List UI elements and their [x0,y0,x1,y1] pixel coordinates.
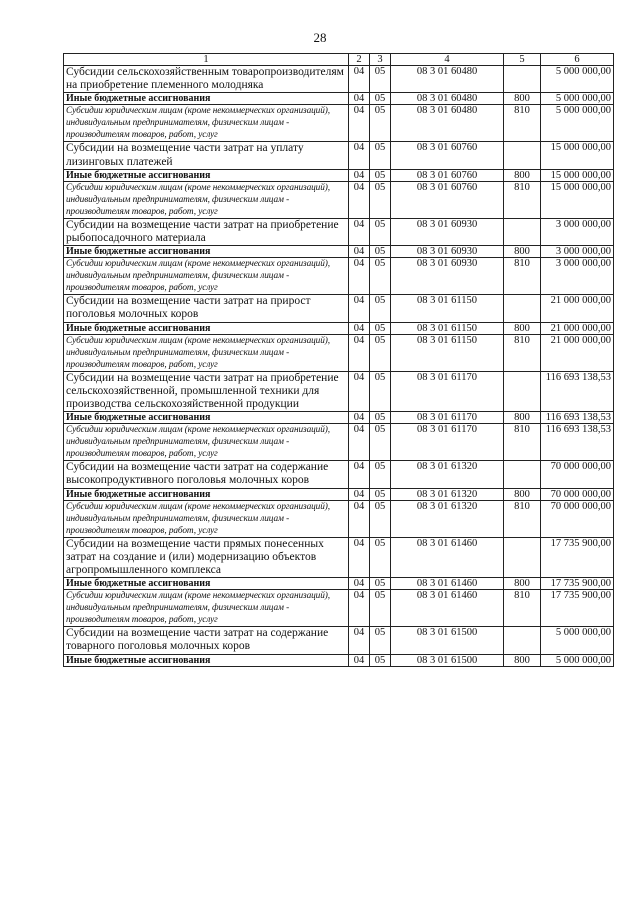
subsection-code: 05 [370,66,391,93]
subsection-code: 05 [370,295,391,322]
column-header: 6 [541,54,614,66]
subsection-code: 05 [370,322,391,334]
row-name: Субсидии юридическим лицам (кроме некоммерческих организаций), индивидуальным предпринимателям, физическим лицам - производителям товаров, работ, услуг [64,181,349,218]
row-name: Субсидии сельскохозяйственным товаропроизводителям на приобретение племенного молодняка [64,66,349,93]
subsection-code: 05 [370,181,391,218]
amount: 116 693 138,53 [541,424,614,461]
amount: 70 000 000,00 [541,461,614,488]
subsection-code: 05 [370,334,391,371]
table-row [64,334,614,371]
table-row [64,169,614,181]
amount: 15 000 000,00 [541,169,614,181]
amount: 15 000 000,00 [541,181,614,218]
section-code: 04 [349,424,370,461]
row-name: Иные бюджетные ассигнования [64,93,349,105]
expense-type-code: 810 [504,258,541,295]
target-article-code: 08 3 01 61150 [391,295,504,322]
amount: 3 000 000,00 [541,218,614,245]
row-name: Иные бюджетные ассигнования [64,578,349,590]
target-article-code: 08 3 01 60930 [391,246,504,258]
section-code: 04 [349,412,370,424]
table-row [64,258,614,295]
target-article-code: 08 3 01 60930 [391,258,504,295]
expense-type-code: 810 [504,500,541,537]
table-row [64,537,614,578]
column-header: 1 [64,54,349,66]
section-code: 04 [349,295,370,322]
target-article-code: 08 3 01 61460 [391,590,504,627]
amount: 21 000 000,00 [541,334,614,371]
subsection-code: 05 [370,105,391,142]
target-article-code: 08 3 01 61460 [391,537,504,578]
amount: 5 000 000,00 [541,627,614,654]
row-name: Субсидии юридическим лицам (кроме некоммерческих организаций), индивидуальным предпринимателям, физическим лицам - производителям товаров, работ, услуг [64,334,349,371]
target-article-code: 08 3 01 61320 [391,488,504,500]
target-article-code: 08 3 01 61150 [391,334,504,371]
subsection-code: 05 [370,424,391,461]
row-name: Субсидии на возмещение части затрат на содержание высокопродуктивного поголовья молочных коров [64,461,349,488]
expense-type-code: 810 [504,424,541,461]
table-row [64,246,614,258]
section-code: 04 [349,371,370,412]
row-name: Субсидии юридическим лицам (кроме некоммерческих организаций), индивидуальным предпринимателям, физическим лицам - производителям товаров, работ, услуг [64,500,349,537]
target-article-code: 08 3 01 60760 [391,181,504,218]
expense-type-code [504,627,541,654]
row-name: Иные бюджетные ассигнования [64,412,349,424]
expense-type-code: 800 [504,488,541,500]
table-row [64,424,614,461]
amount: 17 735 900,00 [541,537,614,578]
table-row [64,590,614,627]
target-article-code: 08 3 01 60480 [391,105,504,142]
subsection-code: 05 [370,627,391,654]
section-code: 04 [349,218,370,245]
row-name: Субсидии на возмещение части затрат на уплату лизинговых платежей [64,142,349,169]
subsection-code: 05 [370,371,391,412]
table-row [64,412,614,424]
amount: 17 735 900,00 [541,578,614,590]
amount: 21 000 000,00 [541,295,614,322]
section-code: 04 [349,142,370,169]
expense-type-code [504,371,541,412]
amount: 3 000 000,00 [541,258,614,295]
section-code: 04 [349,169,370,181]
expense-type-code: 810 [504,590,541,627]
subsection-code: 05 [370,488,391,500]
expense-type-code: 800 [504,169,541,181]
table-row [64,371,614,412]
row-name: Иные бюджетные ассигнования [64,322,349,334]
expense-type-code: 800 [504,412,541,424]
section-code: 04 [349,181,370,218]
row-name: Субсидии на возмещение части прямых понесенных затрат на создание и (или) модернизацию объектов агропромышленного комплекса [64,537,349,578]
section-code: 04 [349,461,370,488]
section-code: 04 [349,258,370,295]
column-header: 4 [391,54,504,66]
subsection-code: 05 [370,258,391,295]
target-article-code: 08 3 01 60480 [391,66,504,93]
target-article-code: 08 3 01 61320 [391,500,504,537]
target-article-code: 08 3 01 61460 [391,578,504,590]
expense-type-code: 810 [504,181,541,218]
section-code: 04 [349,500,370,537]
section-code: 04 [349,654,370,666]
page-number: 28 [313,30,327,45]
table-row [64,654,614,666]
section-code: 04 [349,322,370,334]
subsection-code: 05 [370,142,391,169]
subsection-code: 05 [370,246,391,258]
section-code: 04 [349,93,370,105]
section-code: 04 [349,334,370,371]
target-article-code: 08 3 01 61170 [391,424,504,461]
target-article-code: 08 3 01 60760 [391,169,504,181]
subsection-code: 05 [370,578,391,590]
target-article-code: 08 3 01 61150 [391,322,504,334]
table-row [64,627,614,654]
section-code: 04 [349,590,370,627]
table-row [64,500,614,537]
expense-type-code [504,66,541,93]
column-header: 5 [504,54,541,66]
amount: 70 000 000,00 [541,488,614,500]
section-code: 04 [349,66,370,93]
subsection-code: 05 [370,412,391,424]
amount: 70 000 000,00 [541,500,614,537]
table-row [64,66,614,93]
target-article-code: 08 3 01 61500 [391,627,504,654]
expense-type-code [504,218,541,245]
subsection-code: 05 [370,218,391,245]
row-name: Иные бюджетные ассигнования [64,169,349,181]
amount: 116 693 138,53 [541,371,614,412]
table-row [64,295,614,322]
table-header-row [64,54,614,66]
expense-type-code: 800 [504,654,541,666]
target-article-code: 08 3 01 61500 [391,654,504,666]
target-article-code: 08 3 01 61320 [391,461,504,488]
subsection-code: 05 [370,654,391,666]
amount: 21 000 000,00 [541,322,614,334]
amount: 15 000 000,00 [541,142,614,169]
subsection-code: 05 [370,537,391,578]
row-name: Субсидии юридическим лицам (кроме некоммерческих организаций), индивидуальным предпринимателям, физическим лицам - производителям товаров, работ, услуг [64,590,349,627]
row-name: Субсидии юридическим лицам (кроме некоммерческих организаций), индивидуальным предпринимателям, физическим лицам - производителям товаров, работ, услуг [64,424,349,461]
table-row [64,181,614,218]
table-row [64,461,614,488]
expense-type-code: 800 [504,93,541,105]
row-name: Субсидии юридическим лицам (кроме некоммерческих организаций), индивидуальным предпринимателям, физическим лицам - производителям товаров, работ, услуг [64,105,349,142]
amount: 5 000 000,00 [541,654,614,666]
table-row [64,578,614,590]
table-row [64,488,614,500]
amount: 5 000 000,00 [541,93,614,105]
section-code: 04 [349,537,370,578]
row-name: Субсидии на возмещение части затрат на приобретение рыбопосадочного материала [64,218,349,245]
amount: 116 693 138,53 [541,412,614,424]
row-name: Иные бюджетные ассигнования [64,654,349,666]
amount: 17 735 900,00 [541,590,614,627]
budget-table-body [64,54,614,667]
expense-type-code: 810 [504,105,541,142]
subsection-code: 05 [370,590,391,627]
expense-type-code [504,537,541,578]
target-article-code: 08 3 01 61170 [391,412,504,424]
section-code: 04 [349,578,370,590]
expense-type-code [504,295,541,322]
target-article-code: 08 3 01 60760 [391,142,504,169]
column-header: 2 [349,54,370,66]
row-name: Иные бюджетные ассигнования [64,246,349,258]
amount: 3 000 000,00 [541,246,614,258]
expense-type-code: 800 [504,578,541,590]
row-name: Субсидии на возмещение части затрат на содержание товарного поголовья молочных коров [64,627,349,654]
row-name: Субсидии на возмещение части затрат на прирост поголовья молочных коров [64,295,349,322]
subsection-code: 05 [370,461,391,488]
target-article-code: 08 3 01 61170 [391,371,504,412]
expense-type-code [504,461,541,488]
expense-type-code [504,142,541,169]
row-name: Иные бюджетные ассигнования [64,488,349,500]
table-row [64,322,614,334]
budget-table [63,53,614,667]
table-row [64,93,614,105]
target-article-code: 08 3 01 60480 [391,93,504,105]
section-code: 04 [349,105,370,142]
target-article-code: 08 3 01 60930 [391,218,504,245]
row-name: Субсидии на возмещение части затрат на приобретение сельскохозяйственной, промышленной техники для производства сельскохозяйственной продукции [64,371,349,412]
subsection-code: 05 [370,93,391,105]
row-name: Субсидии юридическим лицам (кроме некоммерческих организаций), индивидуальным предпринимателям, физическим лицам - производителям товаров, работ, услуг [64,258,349,295]
section-code: 04 [349,246,370,258]
column-header: 3 [370,54,391,66]
amount: 5 000 000,00 [541,105,614,142]
table-row [64,218,614,245]
subsection-code: 05 [370,169,391,181]
amount: 5 000 000,00 [541,66,614,93]
section-code: 04 [349,627,370,654]
table-row [64,142,614,169]
table-row [64,105,614,142]
expense-type-code: 800 [504,322,541,334]
subsection-code: 05 [370,500,391,537]
section-code: 04 [349,488,370,500]
expense-type-code: 800 [504,246,541,258]
expense-type-code: 810 [504,334,541,371]
